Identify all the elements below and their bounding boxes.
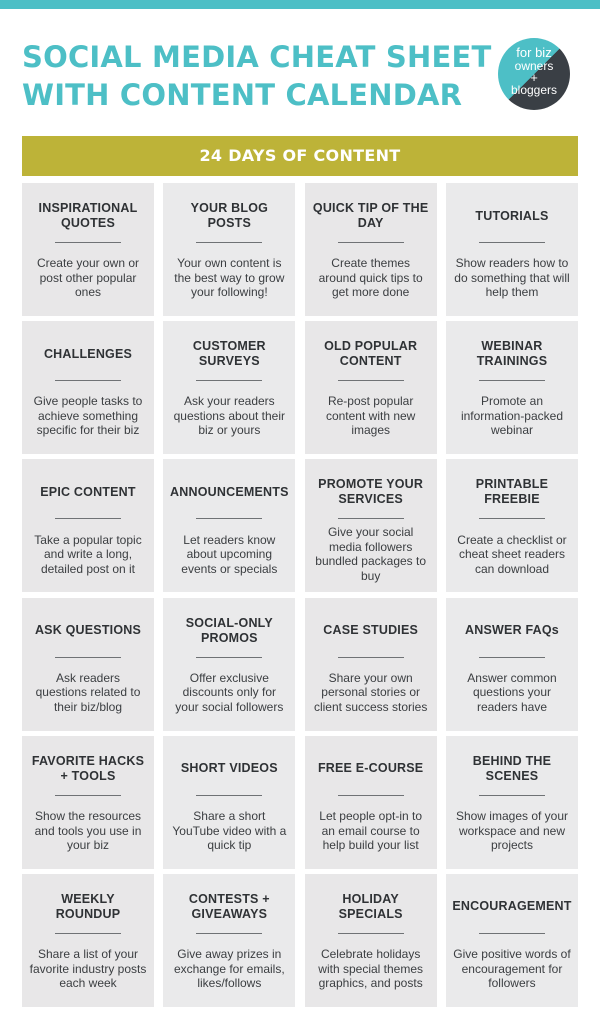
card-title: ENCOURAGEMENT — [452, 899, 572, 914]
card-divider — [479, 933, 545, 934]
card-description: Your own content is the best way to grow your following! — [174, 256, 285, 300]
badge-line-3: + — [530, 70, 538, 85]
card-title: CHALLENGES — [43, 346, 133, 361]
card-title: ANSWER FAQs — [465, 623, 559, 638]
card-divider — [479, 657, 545, 658]
content-card — [305, 736, 437, 869]
title-line-2: WITH CONTENT CALENDAR — [22, 78, 463, 112]
card-title: PRINTABLE FREEBIE — [475, 477, 549, 507]
badge-line-2: owners — [514, 59, 554, 73]
content-card — [163, 598, 295, 731]
content-card — [22, 183, 154, 316]
content-card — [446, 736, 578, 869]
card-title: HOLIDAY SPECIALS — [338, 891, 403, 921]
top-accent-bar — [0, 0, 600, 9]
badge-line-1: for biz — [516, 45, 552, 60]
card-description: Take a popular topic and write a long, detailed post on it — [34, 532, 142, 576]
content-card — [22, 736, 154, 869]
card-title: CASE STUDIES — [323, 623, 419, 638]
card-description: Give away prizes in exchange for emails, likes/follows — [173, 947, 285, 991]
card-title: FAVORITE HACKS + TOOLS — [31, 753, 145, 783]
card-description: Ask your readers questions about their biz or yours — [173, 394, 286, 438]
card-divider — [196, 380, 262, 381]
card-description: Re-post popular content with new images — [325, 394, 416, 438]
card-divider — [196, 518, 262, 519]
card-divider — [338, 657, 404, 658]
card-title: WEBINAR TRAININGS — [476, 339, 548, 369]
content-card — [446, 874, 578, 1007]
card-divider — [338, 380, 404, 381]
content-card — [446, 598, 578, 731]
content-card — [305, 183, 437, 316]
card-description: Show the resources and tools you use in your biz — [34, 809, 142, 852]
card-title: ANNOUNCEMENTS — [170, 484, 289, 499]
content-card — [305, 598, 437, 731]
card-description: Give positive words of encouragement for followers — [453, 947, 571, 991]
card-divider — [338, 933, 404, 934]
content-card — [163, 183, 295, 316]
card-description: Answer common questions your readers have — [467, 670, 557, 714]
content-card — [163, 459, 295, 592]
card-description: Create themes around quick tips to get more done — [318, 256, 423, 300]
card-title: YOUR BLOG POSTS — [190, 201, 269, 230]
card-divider — [338, 242, 404, 243]
card-description: Offer exclusive discounts only for your social followers — [175, 670, 284, 714]
card-title: SHORT VIDEOS — [180, 761, 278, 776]
card-description: Promote an information-packed webinar — [460, 394, 564, 438]
content-card — [305, 874, 437, 1007]
card-description: Ask readers questions related to their biz/blog — [35, 670, 141, 714]
card-divider — [55, 518, 121, 519]
audience-badge — [498, 38, 570, 110]
card-divider — [479, 380, 545, 381]
card-divider — [479, 795, 545, 796]
content-card — [163, 321, 295, 454]
card-title: WEEKLY ROUNDUP — [55, 891, 121, 921]
page-title — [22, 38, 502, 114]
title-line-1: SOCIAL MEDIA CHEAT SHEET — [22, 40, 492, 74]
card-description: Create a checklist or cheat sheet readers can download — [457, 532, 567, 576]
content-card — [446, 321, 578, 454]
content-card — [305, 321, 437, 454]
content-card — [163, 736, 295, 869]
card-title: INSPIRATIONAL QUOTES — [38, 201, 138, 230]
card-divider — [479, 242, 545, 243]
content-card — [305, 459, 437, 592]
content-card — [22, 321, 154, 454]
content-card — [22, 874, 154, 1007]
card-description: Celebrate holidays with special themes graphics, and posts — [318, 947, 424, 991]
card-description: Give your social media followers bundled packages to buy — [315, 525, 427, 583]
card-divider — [338, 518, 404, 519]
card-title: EPIC CONTENT — [40, 484, 136, 499]
card-title: QUICK TIP OF THE DAY — [312, 201, 429, 230]
card-divider — [196, 242, 262, 243]
card-description: Let readers know about upcoming events or specials — [181, 532, 278, 576]
content-grid — [22, 183, 578, 1007]
card-title: CUSTOMER SURVEYS — [192, 339, 266, 369]
content-card — [446, 459, 578, 592]
content-card — [22, 598, 154, 731]
content-card — [22, 459, 154, 592]
card-description: Share a short YouTube video with a quick tip — [172, 809, 287, 852]
card-divider — [55, 380, 121, 381]
card-divider — [196, 795, 262, 796]
card-divider — [55, 933, 121, 934]
content-card — [163, 874, 295, 1007]
card-title: SOCIAL-ONLY PROMOS — [185, 615, 273, 645]
card-title: BEHIND THE SCENES — [472, 753, 552, 783]
card-divider — [338, 795, 404, 796]
card-divider — [196, 933, 262, 934]
badge-line-4: bloggers — [510, 83, 558, 97]
card-divider — [55, 657, 121, 658]
card-title: ASK QUESTIONS — [34, 623, 142, 638]
content-card — [446, 183, 578, 316]
card-title: PROMOTE YOUR SERVICES — [318, 477, 424, 507]
card-description: Let people opt-in to an email course to help build your list — [319, 809, 423, 852]
card-title: TUTORIALS — [475, 208, 549, 223]
card-divider — [479, 518, 545, 519]
card-title: FREE E-COURSE — [317, 761, 424, 776]
card-description: Show readers how to do something that will help them — [454, 256, 570, 300]
card-divider — [196, 657, 262, 658]
card-description: Create your own or post other popular ones — [36, 256, 140, 300]
card-description: Share your own personal stories or client success stories — [313, 670, 428, 714]
card-divider — [55, 242, 121, 243]
section-banner: 24 DAYS OF CONTENT — [22, 136, 578, 176]
card-description: Show images of your workspace and new projects — [455, 809, 569, 852]
card-title: OLD POPULAR CONTENT — [324, 339, 418, 369]
card-divider — [55, 795, 121, 796]
card-title: CONTESTS + GIVEAWAYS — [188, 891, 270, 921]
card-description: Give people tasks to achieve something specific for their biz — [33, 394, 143, 438]
card-description: Share a list of your favorite industry posts each week — [29, 947, 147, 991]
